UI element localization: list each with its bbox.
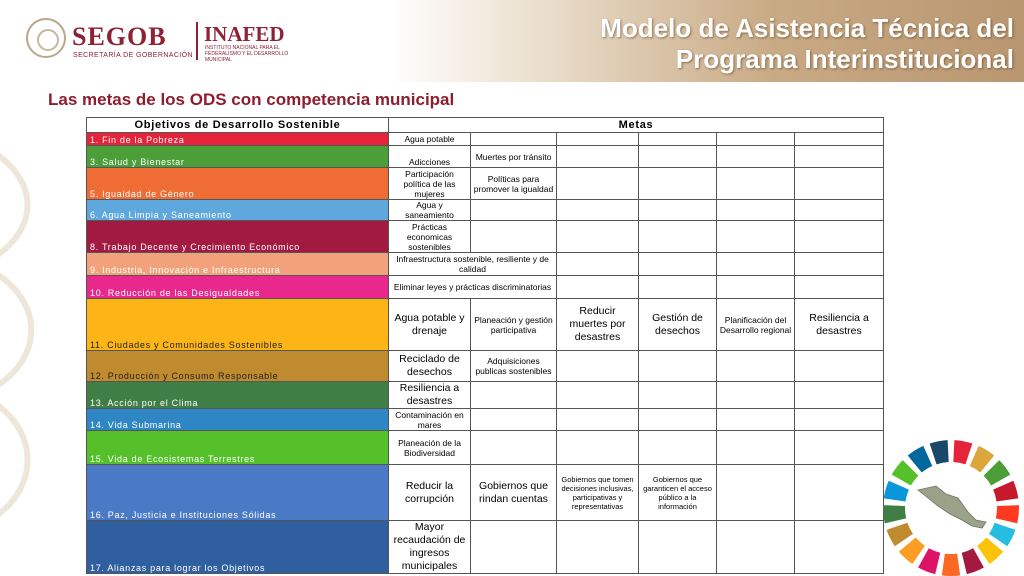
objective-cell: 8. Trabajo Decente y Crecimiento Económico <box>87 221 389 253</box>
mexico-map-icon <box>918 486 986 528</box>
meta-cell: Planeación y gestión participativa <box>471 299 557 351</box>
sdg-wheel-segment <box>918 548 940 574</box>
table-row <box>87 200 884 221</box>
meta-cell: Gestión de desechos <box>639 299 717 351</box>
table-row <box>87 146 884 168</box>
meta-cell: Planificación del Desarrollo regional <box>717 299 795 351</box>
sdg-wheel-segment <box>887 523 913 546</box>
table-row <box>87 221 884 253</box>
decorative-ornament-icon <box>0 140 60 560</box>
meta-cell: Agua potable y drenaje <box>389 299 471 351</box>
sdg-wheel-segment <box>989 523 1015 546</box>
table-row <box>87 133 884 146</box>
inafed-subtitle: INSTITUTO NACIONAL PARA EL FEDERALISMO Y EL DESARROLLO MUNICIPAL <box>205 45 289 63</box>
table-header-row <box>87 118 884 133</box>
mexico-coat-of-arms-icon <box>26 18 66 58</box>
meta-cell: Reducir muertes por desastres <box>557 299 639 351</box>
table-row <box>87 382 884 409</box>
table-row <box>87 521 884 574</box>
meta-cell: Adicciones <box>389 146 471 168</box>
meta-cell: Infraestructura sostenible, resiliente y de calidad <box>389 253 557 276</box>
table-row <box>87 409 884 431</box>
objective-cell: 9. Industria, Innovación e Infraestructura <box>87 253 389 276</box>
meta-cell: Reducir la corrupción <box>389 465 471 521</box>
meta-cell: Reciclado de desechos <box>389 351 471 382</box>
sdg-wheel-segment <box>984 460 1011 485</box>
meta-cell: Planeación de la Biodiversidad <box>389 431 471 465</box>
table-row <box>87 431 884 465</box>
objective-cell: 1. Fin de la Pobreza <box>87 133 389 146</box>
slide-subtitle: Las metas de los ODS con competencia municipal <box>48 90 455 109</box>
objective-cell: 15. Vida de Ecosistemas Terrestres <box>87 431 389 465</box>
objective-cell: 10. Reducción de las Desigualdades <box>87 276 389 299</box>
meta-cell: Agua y saneamiento <box>389 200 471 221</box>
inafed-logo: INAFED <box>204 22 285 46</box>
sdg-wheel-segment <box>930 440 949 464</box>
sdg-wheel-segment <box>883 505 906 523</box>
slide-title-line1: Modelo de Asistencia Técnica del <box>600 13 1014 43</box>
meta-cell: Resiliencia a desastres <box>795 299 884 351</box>
meta-cell: Gobiernos que rindan cuentas <box>471 465 557 521</box>
meta-cell: Mayor recaudación de ingresos municipales <box>389 521 471 574</box>
objective-cell: 11. Ciudades y Comunidades Sostenibles <box>87 299 389 351</box>
objective-cell: 5. Igualdad de Género <box>87 168 389 200</box>
meta-cell: Prácticas economicas sostenibles <box>389 221 471 253</box>
objective-cell: 13. Acción por el Clima <box>87 382 389 409</box>
sdg-wheel-segment <box>953 440 972 464</box>
meta-cell: Adquisiciones publicas sostenibles <box>471 351 557 382</box>
sdg-wheel-segment <box>993 481 1018 502</box>
table-row <box>87 465 884 521</box>
meta-cell: Políticas para promover la igualdad <box>471 168 557 200</box>
sdg-wheel-icon <box>878 428 1024 576</box>
meta-cell: Participación política de las mujeres <box>389 168 471 200</box>
meta-cell: Eliminar leyes y prácticas discriminatorias <box>389 276 557 299</box>
table-row <box>87 253 884 276</box>
sdg-wheel-segment <box>908 446 933 473</box>
sdg-wheel-segment <box>996 505 1019 523</box>
meta-cell: Muertes por tránsito <box>471 146 557 168</box>
sdg-wheel-segment <box>962 548 984 574</box>
header-objetivos: Objetivos de Desarrollo Sostenible <box>87 118 389 133</box>
segob-logo: SEGOB <box>72 22 167 51</box>
table-row <box>87 168 884 200</box>
objective-cell: 14. Vida Submarina <box>87 409 389 431</box>
table-row <box>87 299 884 351</box>
sdg-wheel-segment <box>942 554 960 576</box>
segob-subtitle: SECRETARÍA DE GOBERNACIÓN <box>73 52 193 59</box>
objective-cell: 16. Paz, Justicia e Instituciones Sólidas <box>87 465 389 521</box>
objective-cell: 17. Alianzas para lograr los Objetivos <box>87 521 389 574</box>
meta-cell: Contaminación en mares <box>389 409 471 431</box>
meta-cell: Resiliencia a desastres <box>389 382 471 409</box>
sdg-wheel-segment <box>892 460 919 485</box>
ods-table <box>86 117 884 574</box>
table-row <box>87 351 884 382</box>
slide-title-line2: Programa Interinstitucional <box>675 44 1014 74</box>
table-row <box>87 276 884 299</box>
header-metas: Metas <box>389 118 884 133</box>
sdg-wheel-segment <box>884 481 909 502</box>
objective-cell: 3. Salud y Bienestar <box>87 146 389 168</box>
objective-cell: 6. Agua Limpia y Saneamiento <box>87 200 389 221</box>
meta-cell: Agua potable <box>389 133 471 146</box>
sdg-wheel-segment <box>899 538 925 564</box>
sdg-wheel-segment <box>970 446 995 473</box>
meta-cell: Gobiernos que tomen decisiones inclusivas, participativas y representativas <box>557 465 639 521</box>
logo-divider <box>196 22 198 60</box>
meta-cell: Gobiernos que garanticen el acceso público a la información <box>639 465 717 521</box>
sdg-wheel-segment <box>977 538 1003 564</box>
objective-cell: 12. Producción y Consumo Responsable <box>87 351 389 382</box>
